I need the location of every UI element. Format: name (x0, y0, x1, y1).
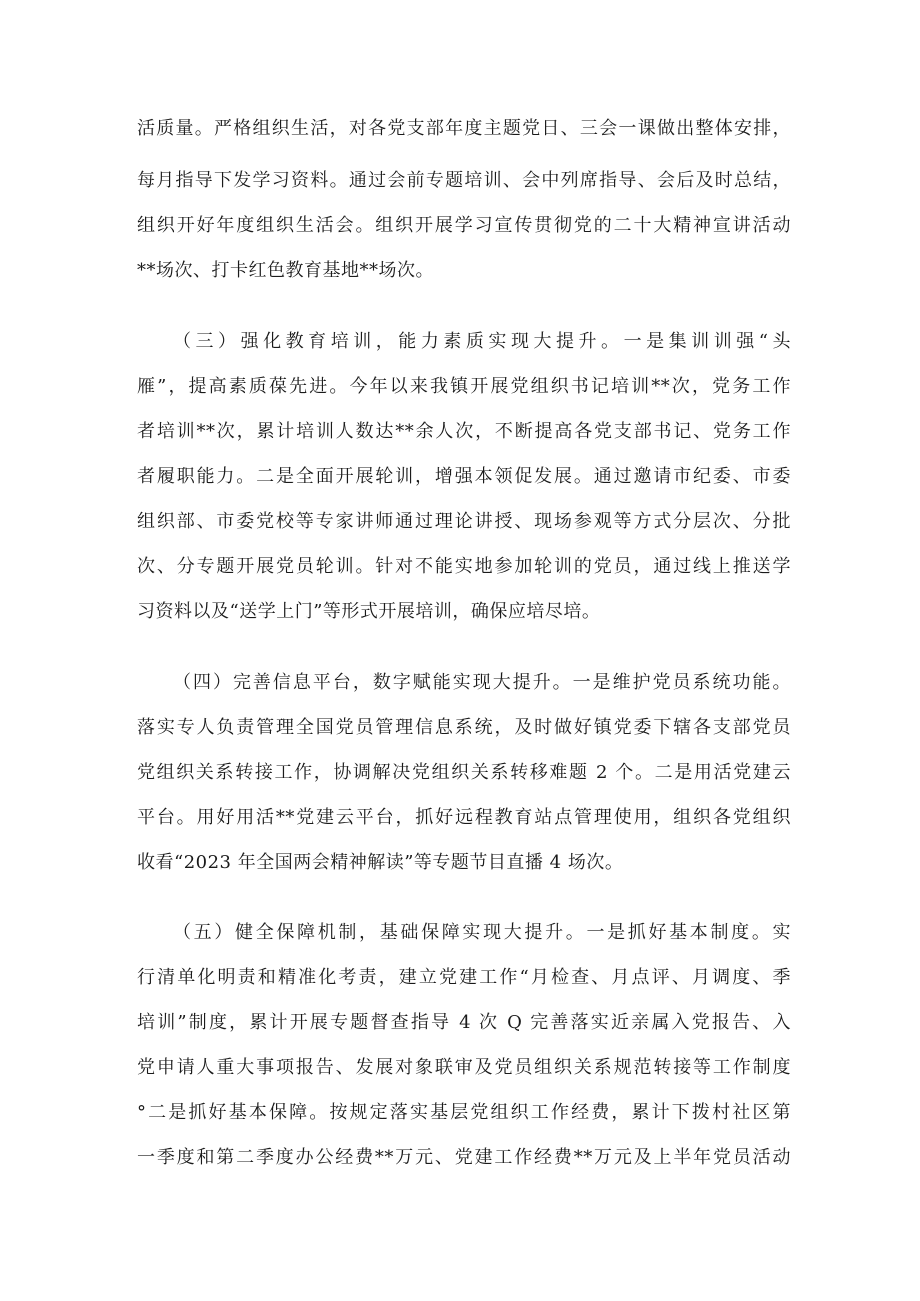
text-line: （三）强化教育培训，能力素质实现大提升。一是集训训强“头 (173, 331, 791, 352)
text-line: 收看“2023 年全国两会精神解读”等专题节目直播 4 场次。 (137, 852, 624, 873)
text-line: 培训”制度，累计开展专题督查指导 4 次 Q 完善落实近亲属入党报告、入 (137, 1012, 791, 1033)
text-line: 者履职能力。二是全面开展轮训，增强本领促发展。通过邀请市纪委、市委 (137, 466, 791, 487)
text-line: （四）完善信息平台，数字赋能实现大提升。一是维护党员系统功能。 (173, 672, 791, 693)
text-line: **场次、打卡红色教育基地**场次。 (137, 260, 434, 281)
text-line: 党组织关系转接工作，协调解决党组织关系转移难题 2 个。二是用活党建云 (137, 762, 791, 783)
text-line: 一季度和第二季度办公经费**万元、党建工作经费**万元及上半年党员活动 (137, 1147, 791, 1168)
text-line: 者培训**次，累计培训人数达**余人次，不断提高各党支部书记、党务工作 (137, 421, 791, 442)
text-line: 雁”，提高素质葆先进。今年以来我镇开展党组织书记培训**次，党务工作 (137, 376, 791, 397)
text-line: 习资料以及“送学上门”等形式开展培训，确保应培尽培。 (137, 601, 601, 622)
text-line: （五）健全保障机制，基础保障实现大提升。一是抓好基本制度。实 (173, 922, 791, 943)
text-line: 落实专人负责管理全国党员管理信息系统，及时做好镇党委下辖各支部党员 (137, 717, 791, 738)
text-line: 组织开好年度组织生活会。组织开展学习宣传贯彻党的二十大精神宣讲活动 (137, 215, 791, 236)
text-line: 每月指导下发学习资料。通过会前专题培训、会中列席指导、会后及时总结， (137, 170, 791, 191)
text-line: 平台。用好用活**党建云平台，抓好远程教育站点管理使用，组织各党组织 (137, 807, 791, 828)
text-line: 行清单化明责和精准化考责，建立党建工作“月检查、月点评、月调度、季 (137, 967, 791, 988)
text-line: 党申请人重大事项报告、发展对象联审及党员组织关系规范转接等工作制度 (137, 1057, 791, 1078)
text-line: 活质量。严格组织生活，对各党支部年度主题党日、三会一课做出整体安排， (137, 118, 791, 139)
text-line: °二是抓好基本保障。按规定落实基层党组织工作经费，累计下拨村社区第 (137, 1102, 791, 1123)
text-line: 组织部、市委党校等专家讲师通过理论讲授、现场参观等方式分层次、分批 (137, 511, 791, 532)
text-line: 次、分专题开展党员轮训。针对不能实地参加轮训的党员，通过线上推送学 (137, 556, 791, 577)
